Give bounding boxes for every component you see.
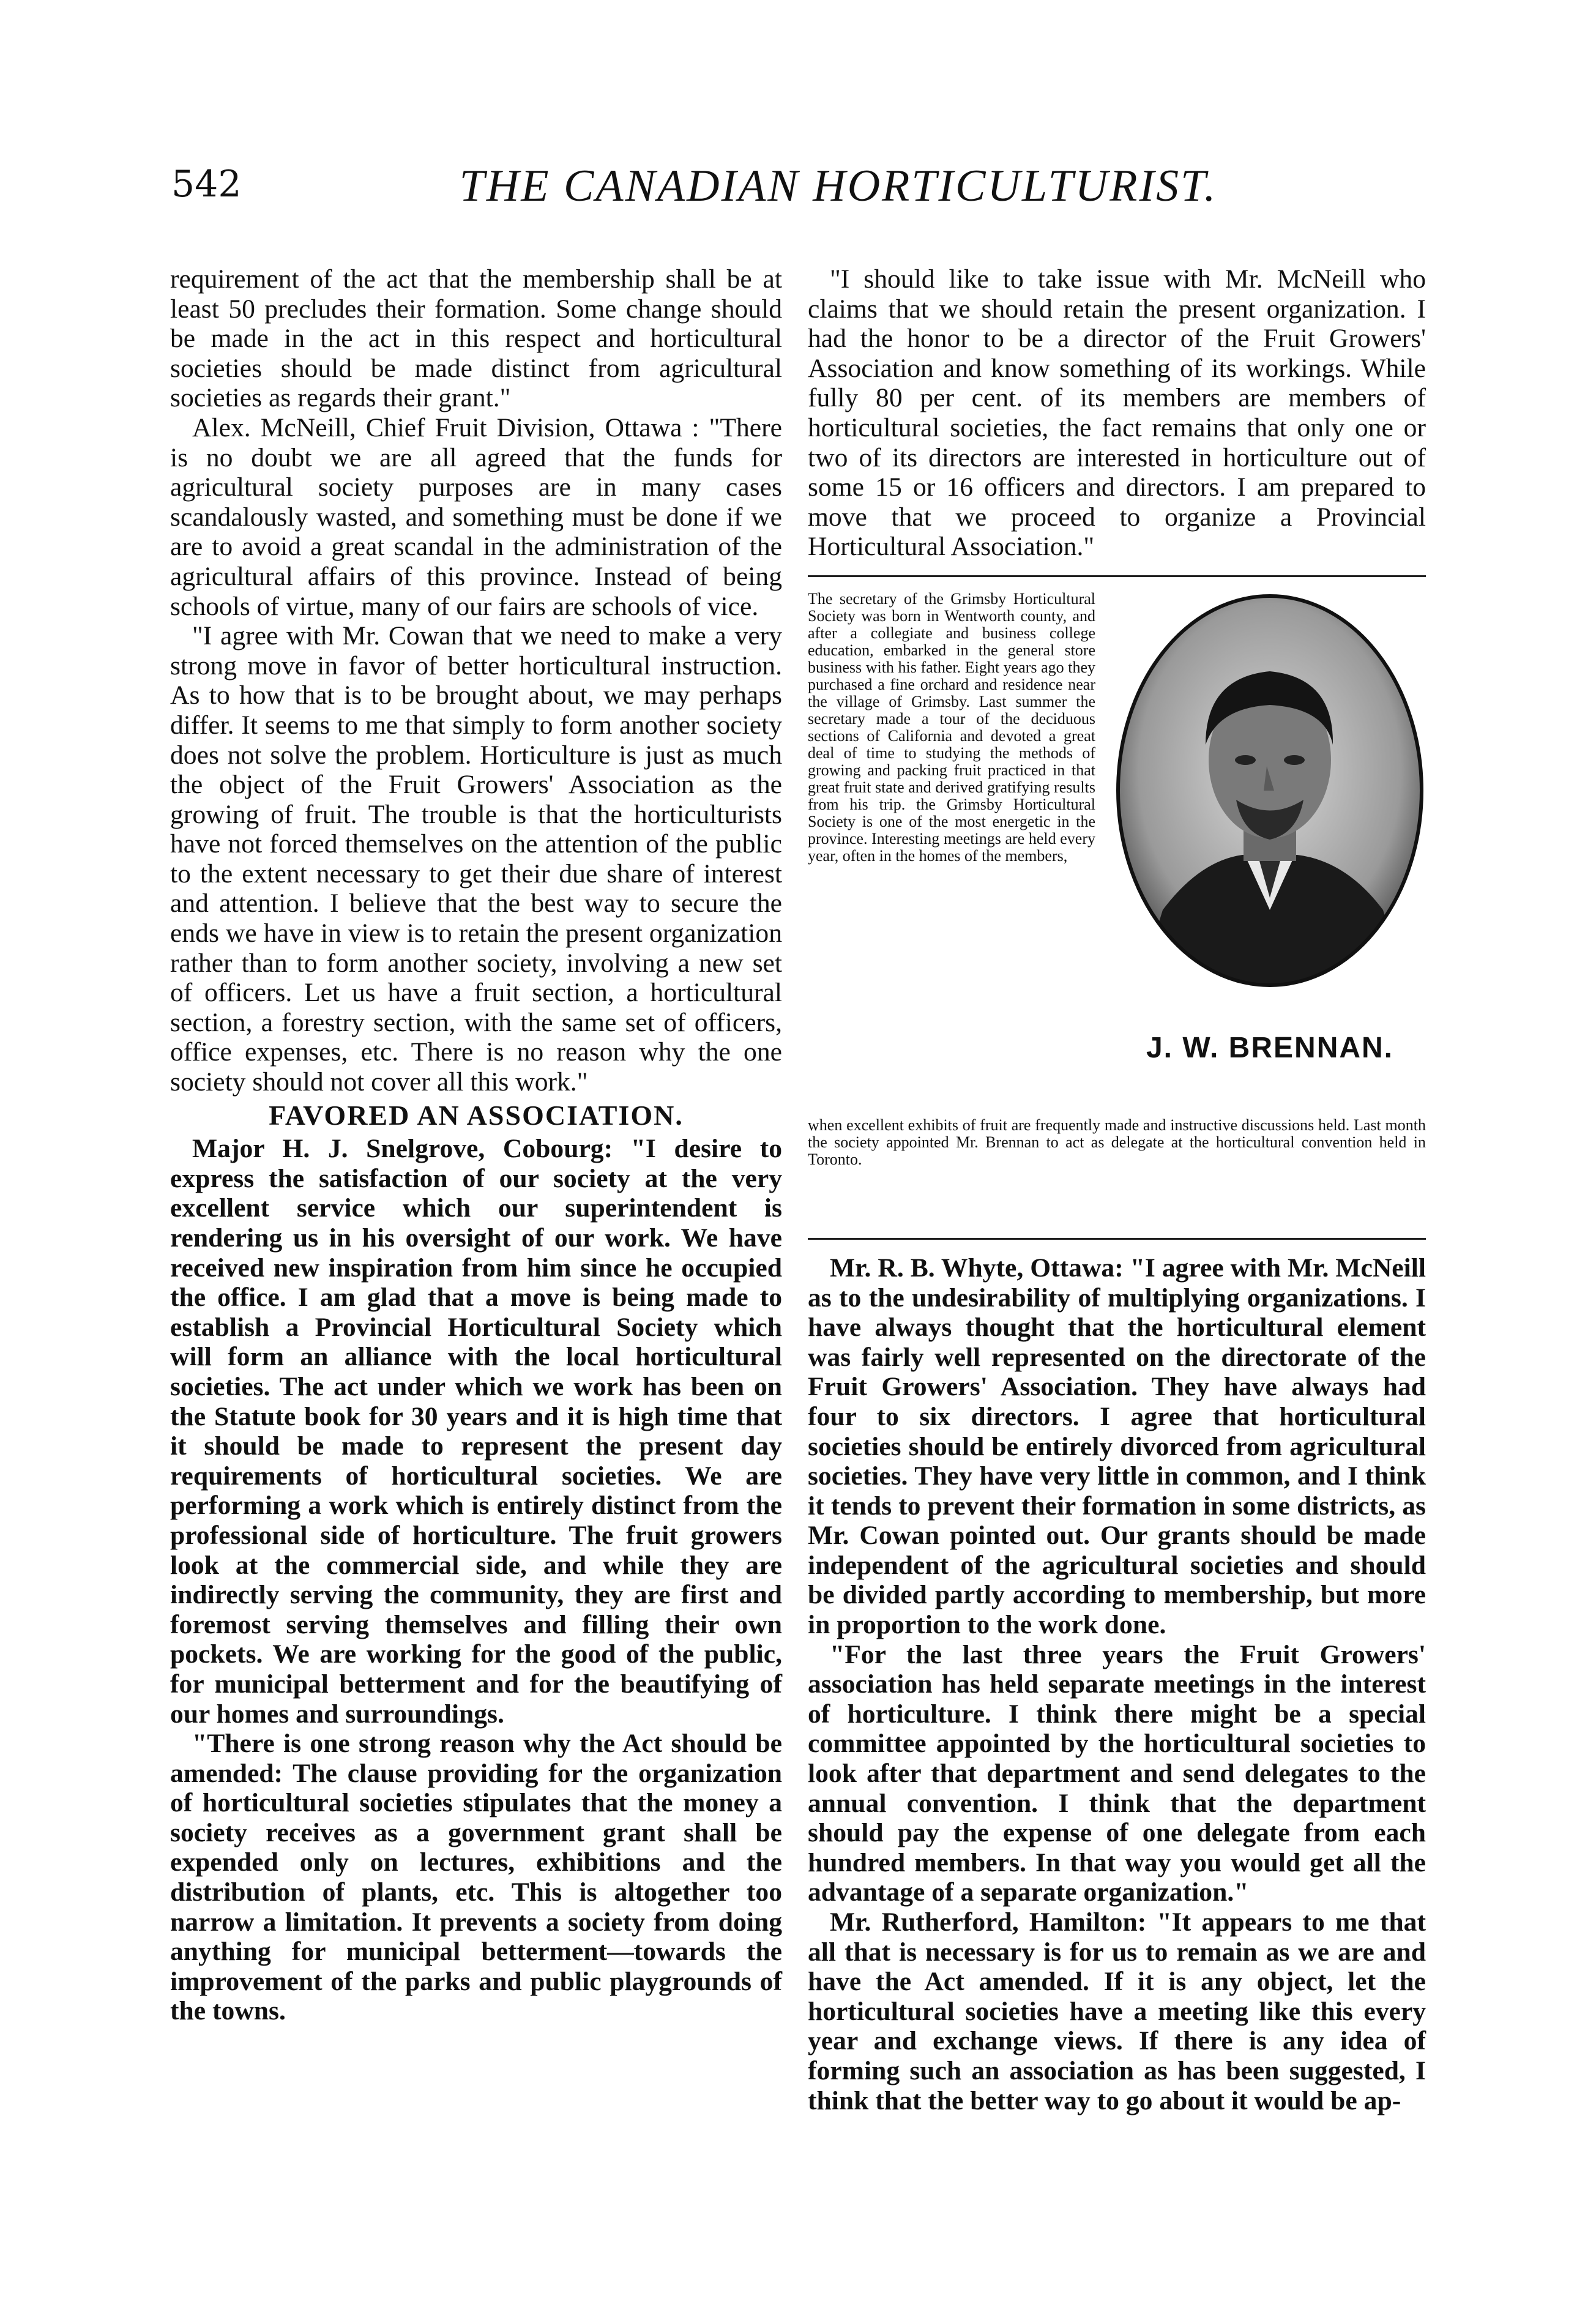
portrait-photo <box>1114 592 1426 990</box>
portrait-caption-continued: when excellent exhibits of fruit are frequently made and instructive discussions held. Last month the society appointed Mr. Brennan to act as delegate at the horticultural convention held in Toronto. <box>808 1116 1426 1168</box>
portrait-caption: The secretary of the Grimsby Horticultural Society was born in Wentworth county, and after a collegiate and business college education, embarked in the general store business with his father. Eight years ago they purchased a fine orchard and residence near the village of Grimsby. Last summer the secretary made a tour of the deciduous sections of California and devoted a great deal of time to studying the methods of growing and packing fruit practiced in that great fruit state and derived gratifying results from his trip. the Grimsby Horticultural Society is one of the most energetic in the province. Interesting meetings are held every year, often in the homes of the members, <box>808 589 1095 865</box>
article-paragraph: Mr. Rutherford, Hamilton: "It appears to me that all that is necessary is for us to remain as we are and have the Act amended. If it is any object, let the horticultural societies have a meeting like this every year and exchange views. If there is any idea of forming such an association as has been suggested, I think that the better way to go about it would be ap- <box>808 1907 1426 2115</box>
article-paragraph: Alex. McNeill, Chief Fruit Division, Ottawa : "There is no doubt we are all agreed that the funds for agricultural society purposes are in many cases scandalously wasted, and something must be done if we are to avoid a great scandal in the administration of the agricultural affairs of this province. Instead of being schools of virtue, many of our fairs are schools of vice. <box>170 412 782 621</box>
section-heading: FAVORED AN ASSOCIATION. <box>269 1099 684 1131</box>
divider <box>808 1238 1426 1240</box>
article-paragraph: Major H. J. Snelgrove, Cobourg: "I desire to express the satisfaction of our society at the very excellent service which our superintendent is rendering us in his oversight of our work. We have received new inspiration from him since he occupied the office. I am glad that a move is being made to establish a Provincial Horticultural Society which will form an alliance with the local horticultural societies. The act under which we work has been on the Statute book for 30 years and it is high time that it should be made to represent the present day requirements of horticultural societies. We are performing a work which is entirely distinct from the professional side of horticulture. The fruit growers look at the commercial side, and while they are indirectly serving the community, they are first and foremost serving themselves and filling their own pockets. We are working for the good of the public, for municipal betterment and for the beautifying of our homes and surroundings. <box>170 1134 782 1729</box>
portrait-feature <box>808 591 1426 1224</box>
article-paragraph: "I should like to take issue with Mr. McNeill who claims that we should retain the present organization. I had the honor to be a director of the Fruit Growers' Association and know something of its workings. While fully 80 per cent. of its members are members of horticultural societies, the fact remains that only one or two of its directors are interested in horticulture out of some 15 or 16 officers and directors. I am prepared to move that we proceed to organize a Provincial Horticultural Association." <box>808 264 1426 562</box>
portrait-name: J. W. BRENNAN. <box>1146 1031 1394 1064</box>
page-number: 542 <box>171 163 242 206</box>
right-column <box>808 264 1426 2115</box>
article-paragraph: "I agree with Mr. Cowan that we need to make a very strong move in favor of better horticultural instruction. As to how that is to be brought about, we may perhaps differ. It seems to me that simply to form another society does not solve the problem. Horticulture is just as much the object of the Fruit Growers' Association as the growing of fruit. The trouble is that the horticulturists have not forced themselves on the attention of the public to the extent necessary to get their due share of interest and attention. I believe that the best way to secure the ends we have in view is to retain the present organization rather than to form another society, involving a new set of officers. Let us have a fruit section, a horticultural section, a forestry section, with the same set of officers, office expenses, etc. There is no reason why the one society should not cover all this work." <box>170 621 782 1097</box>
article-paragraph: "There is one strong reason why the Act should be amended: The clause providing for the organization of horticultural societies stipulates that the money a society receives as a government grant shall be expended only on lectures, exhibitions and the distribution of plants, etc. This is altogether too narrow a limitation. It prevents a society from doing anything for municipal betterment—towards the improvement of the parks and public playgrounds of the towns. <box>170 1729 782 2026</box>
article-paragraph: Mr. R. B. Whyte, Ottawa: "I agree with Mr. McNeill as to the undesirability of multiplying organizations. I have always thought that the horticultural element was fairly well represented on the directorate of the Fruit Growers' Association. They have always had four to six directors. I agree that horticultural societies should be entirely divorced from agricultural societies. They have very little in common, and I think it tends to prevent their formation in some districts, as Mr. Cowan pointed out. Our grants should be made independent of the agricultural societies and should be divided partly according to membership, but more in proportion to the work done. <box>808 1253 1426 1640</box>
page-header <box>171 160 1487 215</box>
running-title: THE CANADIAN HORTICULTURIST. <box>459 161 1218 211</box>
article-paragraph: "For the last three years the Fruit Growers' association has held separate meetings in the interest of horticulture. I think there might be a special committee appointed by the horticultural societies to look after that department and send delegates to the annual convention. I think that the department should pay the expense of one delegate from each hundred members. In that way you would get all the advantage of a separate organization." <box>808 1639 1426 1907</box>
divider <box>808 575 1426 577</box>
article-paragraph: requirement of the act that the membership shall be at least 50 precludes their formation. Some change should be made in the act in this respect and horticultural societies should be made distinct from agricultural societies as regards their grant." <box>170 264 782 413</box>
left-column <box>170 264 782 2026</box>
